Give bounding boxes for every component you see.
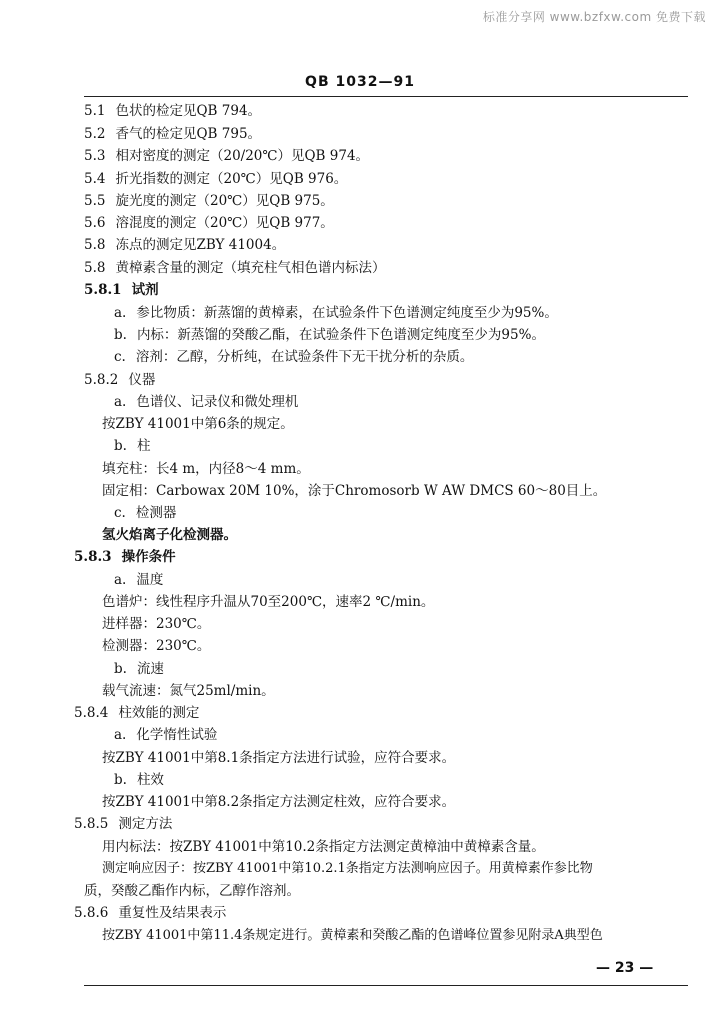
list-item: a. 温度 — [114, 572, 164, 588]
list-item: a. 参比物质：新蒸馏的黄樟素，在试验条件下色谱测定纯度至少为95%。 — [114, 305, 558, 321]
text-line: 按ZBY 41001中第6条的规定。 — [102, 416, 294, 432]
text-line: 载气流速：氮气25ml/min。 — [102, 683, 275, 699]
section-heading: 5.8.1 试剂 — [84, 282, 159, 298]
text-line: 5.8 黄樟素含量的测定（填充柱气相色谱内标法） — [84, 260, 386, 276]
text-line: 5.2 香气的检定见QB 795。 — [84, 126, 262, 142]
list-item: b. 流速 — [114, 661, 164, 677]
list-item: b. 内标：新蒸馏的癸酸乙酯，在试验条件下色谱测定纯度至少为95%。 — [114, 327, 545, 343]
footer-rule — [84, 985, 688, 986]
text-line: 检测器：230℃。 — [102, 638, 211, 654]
text-line: 用内标法：按ZBY 41001中第10.2条指定方法测定黄樟油中黄樟素含量。 — [102, 839, 545, 855]
text-line: 5.5 旋光度的测定（20℃）见QB 975。 — [84, 193, 334, 209]
list-item: c. 溶剂：乙醇，分析纯，在试验条件下无干扰分析的杂质。 — [114, 349, 474, 365]
text-line: 按ZBY 41001中第8.1条指定方法进行试验，应符合要求。 — [102, 750, 456, 766]
list-item: b. 柱效 — [114, 772, 164, 788]
text-line: 质，癸酸乙酯作内标，乙醇作溶剂。 — [84, 883, 300, 899]
list-item: b. 柱 — [114, 438, 151, 454]
header-rule — [84, 96, 688, 97]
page-number: — 23 — — [596, 960, 654, 976]
section-heading: 5.8.5 测定方法 — [74, 816, 173, 832]
watermark: 标准分享网 www.bzfxw.com 免费下载 — [482, 10, 706, 24]
text-line: 5.8 冻点的测定见ZBY 41004。 — [84, 237, 286, 253]
list-item: a. 化学惰性试验 — [114, 727, 218, 743]
text-line: 按ZBY 41001中第11.4条规定进行。黄樟素和癸酸乙酯的色谱峰位置参见附录A典型色 — [102, 928, 603, 943]
text-line: 进样器：230℃。 — [102, 616, 211, 632]
text-line: 氢火焰离子化检测器。 — [102, 527, 237, 543]
text-line: 5.4 折光指数的测定（20℃）见QB 976。 — [84, 171, 348, 187]
list-item: c. 检测器 — [114, 505, 177, 521]
text-line: 填充柱：长4 m，内径8～4 mm。 — [102, 461, 310, 477]
text-line: 色谱炉：线性程序升温从70至200℃，速率2 ℃/min。 — [102, 594, 435, 610]
text-line: 按ZBY 41001中第8.2条指定方法测定柱效，应符合要求。 — [102, 794, 456, 810]
text-line: 固定相：Carbowax 20M 10%，涂于Chromosorb W AW DMCS 60～80目上。 — [102, 483, 607, 499]
section-heading: 5.8.3 操作条件 — [74, 549, 176, 565]
list-item: a. 色谱仪、记录仪和微处理机 — [114, 394, 299, 410]
standard-code: QB 1032—91 — [305, 74, 415, 90]
text-line: 测定响应因子：按ZBY 41001中第10.2.1条指定方法测响应因子。用黄樟素作参比物 — [102, 861, 593, 876]
section-heading: 5.8.6 重复性及结果表示 — [74, 905, 227, 921]
text-line: 5.1 色状的检定见QB 794。 — [84, 103, 262, 119]
text-line: 5.3 相对密度的测定（20/20℃）见QB 974。 — [84, 148, 370, 164]
text-line: 5.6 溶混度的测定（20℃）见QB 977。 — [84, 215, 334, 231]
section-heading: 5.8.4 柱效能的测定 — [74, 705, 200, 721]
section-heading: 5.8.2 仪器 — [84, 372, 156, 388]
